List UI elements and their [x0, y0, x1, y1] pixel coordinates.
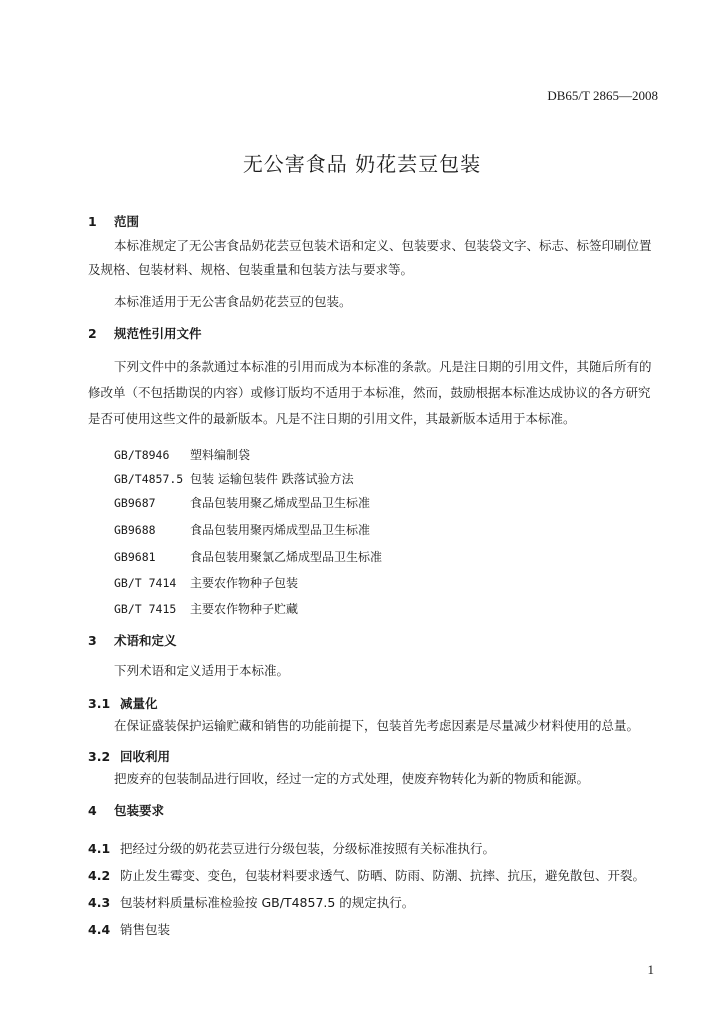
section-number: 4: [88, 803, 97, 818]
section-title: 范围: [114, 214, 140, 229]
requirement-number: 4.2: [88, 868, 111, 883]
reference-code: GB/T 7414: [114, 576, 177, 590]
terms-intro-paragraph: 下列术语和定义适用于本标准。: [114, 663, 290, 678]
scope-paragraph-2: 本标准适用于无公害食品奶花芸豆的包装。: [114, 294, 352, 309]
requirement-item: [88, 893, 414, 911]
requirement-number: 4.4: [88, 922, 111, 937]
scope-paragraph-1: 本标准规定了无公害食品奶花芸豆包装术语和定义、包装要求、包装袋文字、标志、标签印刷位置及规格、包装材料、规格、包装重量和包装方法与要求等。: [88, 238, 652, 277]
document-title: 无公害食品 奶花芸豆包装: [242, 152, 482, 176]
reference-item: [114, 548, 382, 565]
requirement-text: 把经过分级的奶花芸豆进行分级包装，分级标准按照有关标准执行。: [120, 841, 496, 856]
reference-item: [114, 600, 298, 617]
reference-name: 食品包装用聚氯乙烯成型品卫生标准: [190, 550, 383, 564]
requirement-text: 包装材料质量标准检验按 GB/T4857.5 的规定执行。: [120, 895, 415, 910]
page-number: 1: [647, 962, 654, 977]
reference-name: 食品包装用聚丙烯成型品卫生标准: [190, 523, 371, 537]
subsection-heading-recycling: [88, 747, 170, 765]
section-title: 术语和定义: [114, 633, 177, 648]
section-title: 减量化: [120, 696, 158, 711]
section-number: 3.1: [88, 696, 111, 711]
reference-item: [114, 446, 250, 463]
reference-code: GB/T8946: [114, 448, 170, 462]
section-number: 2: [88, 326, 97, 341]
section-number: 3: [88, 633, 97, 648]
reference-name: 主要农作物种子包装: [190, 576, 299, 590]
reference-code: GB/T 7415: [114, 602, 177, 616]
section-heading-scope: [88, 212, 139, 230]
section-heading-packaging-requirements: [88, 801, 164, 819]
reference-code: GB/T4857.5: [114, 472, 184, 486]
requirement-number: 4.1: [88, 841, 111, 856]
reference-name: 塑料编制袋: [190, 448, 251, 462]
reference-code: GB9687: [114, 496, 156, 510]
section-number: 3.2: [88, 749, 111, 764]
section-title: 回收利用: [120, 749, 171, 764]
standard-code: DB65/T 2865—2008: [547, 88, 658, 103]
reference-code: GB9681: [114, 550, 156, 564]
section-number: 1: [88, 214, 97, 229]
references-intro-paragraph: 下列文件中的条款通过本标准的引用而成为本标准的条款。凡是注日期的引用文件，其随后所有的修改单（不包括勘误的内容）或修订版均不适用于本标准，然而，鼓励根据本标准达成协议的各方研究是否可使用这些文件的最新版本。凡是不注日期的引用文件，其最新版本适用于本标准。: [88, 359, 652, 426]
recycling-definition: 把废弃的包装制品进行回收，经过一定的方式处理，使废弃物转化为新的物质和能源。: [114, 771, 590, 786]
subsection-heading-reduction: [88, 694, 158, 712]
requirement-item: [88, 920, 170, 938]
reduction-definition: 在保证盛装保护运输贮藏和销售的功能前提下，包装首先考虑因素是尽量减少材料使用的总量。: [114, 718, 640, 733]
section-title: 规范性引用文件: [114, 326, 202, 341]
reference-code: GB9688: [114, 523, 156, 537]
reference-item: [114, 521, 370, 538]
requirement-item: [88, 866, 645, 884]
reference-name: 主要农作物种子贮藏: [190, 602, 299, 616]
reference-item: [114, 470, 354, 487]
section-heading-references: [88, 324, 202, 342]
section-title: 包装要求: [114, 803, 165, 818]
requirement-text: 防止发生霉变、变色，包装材料要求透气、防晒、防雨、防潮、抗摔、抗压，避免散包、开裂。: [120, 868, 646, 883]
requirement-text: 销售包装: [120, 922, 171, 937]
reference-name: 食品包装用聚乙烯成型品卫生标准: [190, 496, 371, 510]
requirement-number: 4.3: [88, 895, 111, 910]
requirement-item: [88, 839, 495, 857]
reference-name: 包装 运输包装件 跌落试验方法: [190, 472, 354, 486]
section-heading-terms: [88, 631, 177, 649]
reference-item: [114, 574, 298, 591]
reference-item: [114, 494, 370, 511]
